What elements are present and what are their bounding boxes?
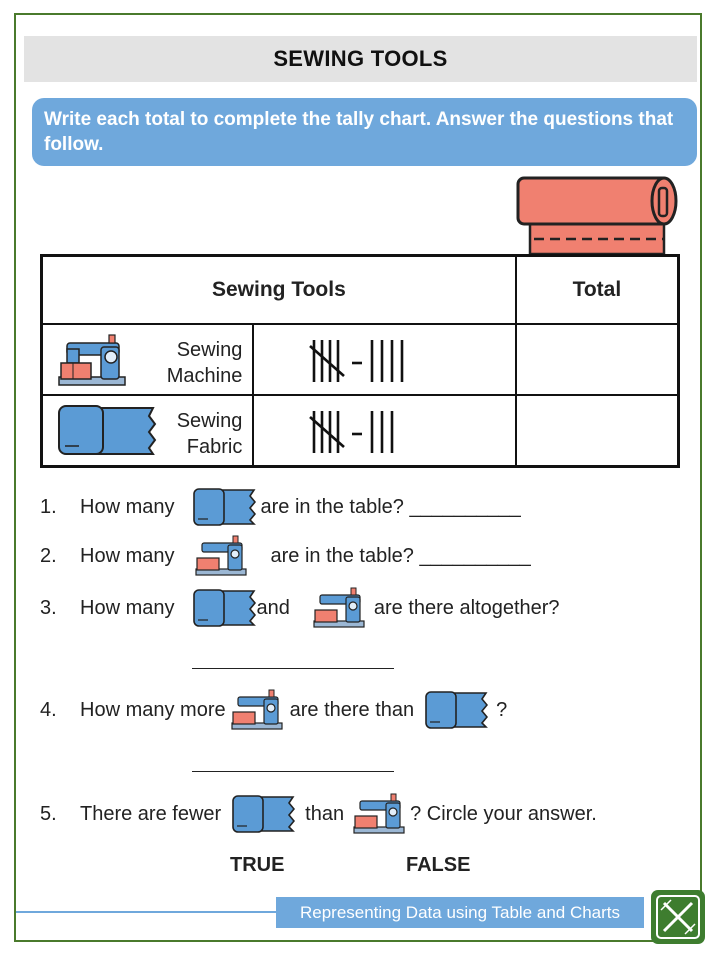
fabric-icon [424,690,488,730]
question-3: 3. How many and are there altogether? [40,587,560,629]
tally-marks [253,324,515,395]
row-label-line1: Sewing [176,410,243,432]
header-total: Total [516,256,679,325]
question-4: 4. How many more are there than ? [40,689,507,731]
logo-icon [651,890,705,944]
question-5: 5. There are fewer than ? Circle your answer. [40,793,597,835]
table-row [42,324,679,395]
sewing-machine-icon [230,689,284,731]
sewing-machine-icon [352,793,406,835]
sewing-machine-icon [194,535,248,577]
row-label-line2: Machine [166,365,243,387]
fabric-icon [57,404,157,463]
row-label-line1: Sewing [176,339,243,361]
tally-marks [253,395,515,467]
fabric-icon [231,794,295,834]
fabric-roll-icon [516,176,680,256]
question-2: 2. How many are in the table? __________ [40,535,531,577]
row-label-line2: Fabric [186,436,243,458]
sewing-machine-icon [312,587,366,629]
tally-table [40,254,680,468]
footer-divider [16,911,276,913]
fabric-icon [192,487,256,527]
answer-line[interactable] [192,771,394,772]
question-1: 1. How many are in the table? __________ [40,487,521,527]
header-sewing-tools: Sewing Tools [42,256,516,325]
total-input[interactable] [516,324,679,395]
false-choice[interactable]: FALSE [406,854,471,876]
answer-line[interactable] [192,668,394,669]
sewing-machine-icon [57,333,127,394]
true-choice[interactable]: TRUE [230,854,285,876]
footer-label: Representing Data using Table and Charts [276,897,644,928]
fabric-icon [192,588,256,628]
table-row [42,395,679,467]
instructions-banner: Write each total to complete the tally chart. Answer the questions that follow. [32,98,697,166]
total-input[interactable] [516,395,679,467]
page-title: SEWING TOOLS [24,36,697,82]
